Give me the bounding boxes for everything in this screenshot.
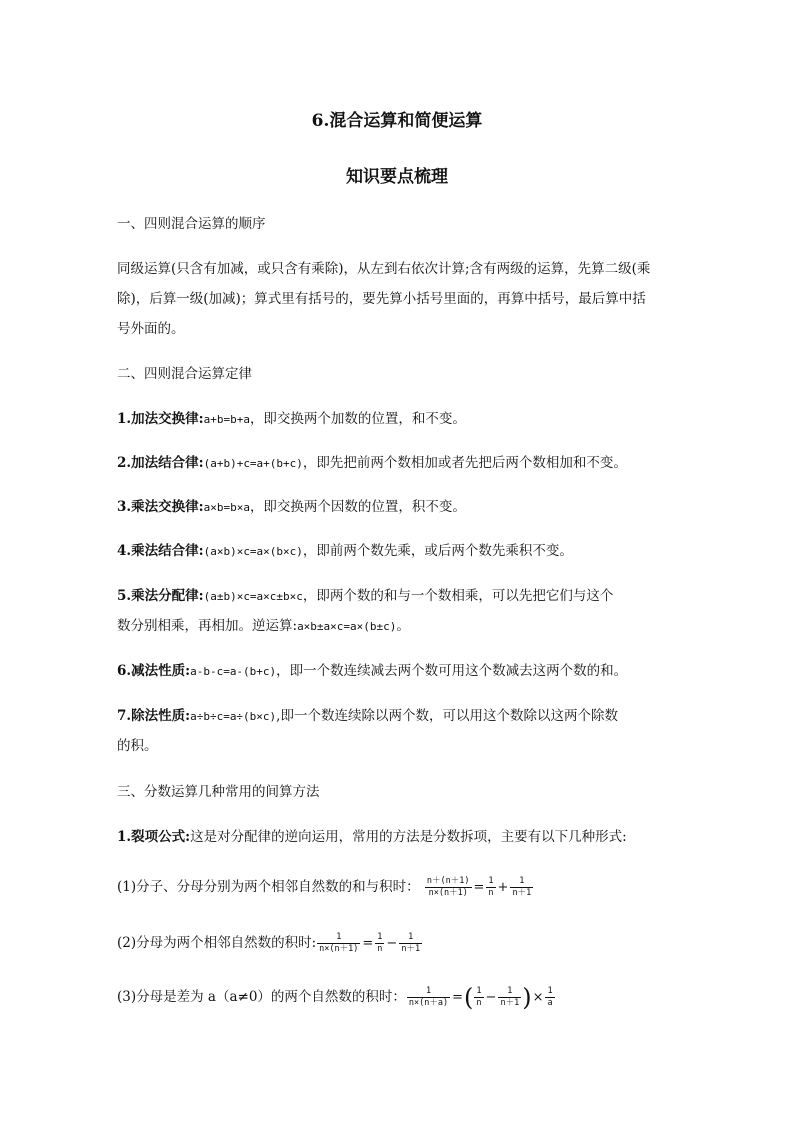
- law-formula: (a+b)+c=a+(b+c): [203, 457, 303, 470]
- split-form-1: [117, 876, 677, 899]
- law-formula: (a±b)×c=a×c±b×c: [203, 590, 303, 603]
- law-text: ,即一个数连续除以两个数，可以用这个数除以这两个除数: [276, 708, 618, 724]
- section1-line-1: 同级运算(只含有加减，或只含有乘除)，从左到右依次计算;含有两级的运算，先算二级(乘: [117, 261, 651, 277]
- right-paren: ): [522, 983, 532, 1012]
- term1-fraction: $\frac{1}{n}$: [476, 986, 482, 1008]
- law-item-2: [117, 453, 677, 474]
- operator-sign: +: [497, 879, 509, 895]
- split-formula-intro: [117, 827, 677, 847]
- page-subtitle: 知识要点梳理: [346, 167, 448, 187]
- law-item-7: [117, 706, 677, 727]
- law-cont-text: 的积。: [117, 738, 158, 754]
- law-text: ，即交换两个加数的位置，和不变。: [249, 411, 466, 427]
- law-text: ，即先把前两个数相加或者先把后两个数相加和不变。: [302, 455, 627, 471]
- law-item-7-cont: [117, 736, 677, 756]
- lhs-fraction: $\frac{n+(n+1)}{n\times(n+1)}$: [426, 876, 470, 898]
- operator-sign: −: [386, 935, 398, 951]
- form-text: (2)分母为两个相邻自然数的积时:: [117, 935, 317, 951]
- left-paren: (: [464, 983, 474, 1012]
- law-formula: a÷b÷c=a÷(b×c): [190, 710, 277, 723]
- law-label: 2.加法结合律:: [117, 455, 204, 471]
- split-form-3: [117, 983, 677, 1012]
- law-item-5: [117, 586, 677, 607]
- lhs-fraction: $\frac{1}{n\times(n+1)}$: [319, 932, 359, 954]
- law-cont-end: 。: [396, 618, 410, 634]
- law-item-5-cont: [117, 616, 677, 637]
- section1-line-3: 号外面的。: [117, 321, 185, 337]
- law-text: ，即一个数连续减去两个数可用这个数减去这两个数的和。: [276, 663, 628, 679]
- form-text: (3)分母是差为 a（a≠0）的两个自然数的积时：: [117, 989, 406, 1005]
- form-text: (1)分子、分母分别为两个相邻自然数的和与积时：: [117, 879, 420, 895]
- law-formula: a+b=b+a: [203, 413, 250, 426]
- law-label: 7.除法性质:: [117, 708, 191, 724]
- split-formula-text: 这是对分配律的逆向运用，常用的方法是分数拆项，主要有以下几种形式:: [190, 829, 627, 845]
- section2-heading: 二、四则混合运算定律: [117, 366, 252, 382]
- split-formula-label: 1.裂项公式:: [117, 829, 191, 845]
- law-cont-text: 数分别相乘，再相加。逆运算:: [117, 618, 298, 634]
- equals-sign: =: [452, 989, 464, 1005]
- term1-fraction: $\frac{1}{n}$: [488, 876, 494, 898]
- term2-fraction: $\frac{1}{n+1}$: [512, 876, 532, 898]
- law-label: 5.乘法分配律:: [117, 588, 204, 604]
- lhs-fraction: $\frac{1}{n\times(n+a)}$: [408, 986, 449, 1008]
- section1-heading: 一、四则混合运算的顺序: [117, 216, 266, 232]
- term3-fraction: $\frac{1}{a}$: [547, 986, 553, 1008]
- section3-heading: 三、分数运算几种常用的间算方法: [117, 784, 320, 800]
- law-formula: (a×b)×c=a×(b×c): [203, 545, 303, 558]
- law-item-4: [117, 541, 677, 562]
- equals-sign: =: [473, 879, 485, 895]
- term2-fraction: $\frac{1}{n+1}$: [500, 986, 520, 1008]
- law-item-1: [117, 409, 677, 430]
- law-label: 6.减法性质:: [117, 663, 191, 679]
- law-formula: a×b=b×a: [203, 501, 250, 514]
- law-formula: a-b-c=a-(b+c): [190, 665, 277, 678]
- law-label: 1.加法交换律:: [117, 411, 204, 427]
- law-text: ，即前两个数先乘，或后两个数先乘积不变。: [302, 543, 573, 559]
- operator-sign: −: [485, 989, 497, 1005]
- law-cont-formula: a×b±a×c=a×(b±c): [297, 620, 397, 633]
- section1-line-2: 除)，后算一级(加减)；算式里有括号的，要先算小括号里面的，再算中括号，最后算中括: [117, 291, 646, 307]
- term2-fraction: $\frac{1}{n+1}$: [401, 932, 421, 954]
- page-title: 6.混合运算和简便运算: [311, 111, 483, 131]
- equals-sign: =: [362, 935, 374, 951]
- split-form-2: [117, 932, 677, 955]
- times-sign: ×: [532, 989, 544, 1005]
- law-label: 4.乘法结合律:: [117, 543, 204, 559]
- term1-fraction: $\frac{1}{n}$: [377, 932, 383, 954]
- law-item-3: [117, 497, 677, 518]
- law-item-6: [117, 661, 677, 682]
- law-text: ，即交换两个因数的位置，积不变。: [249, 499, 466, 515]
- law-label: 3.乘法交换律:: [117, 499, 204, 515]
- law-text: ，即两个数的和与一个数相乘，可以先把它们与这个: [302, 588, 614, 604]
